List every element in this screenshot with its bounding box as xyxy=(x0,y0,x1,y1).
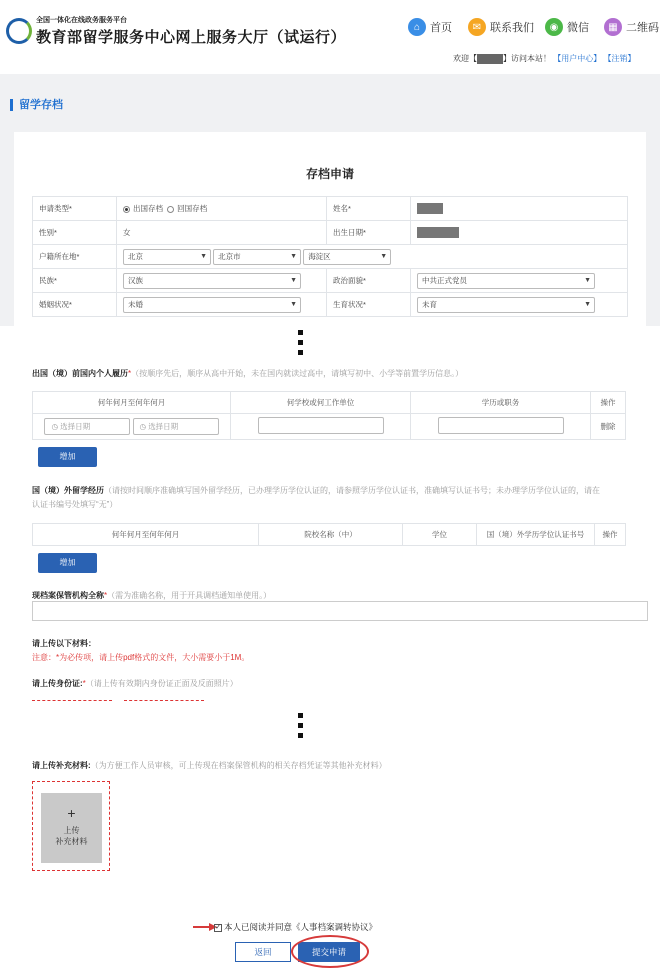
plus-icon: + xyxy=(67,805,76,821)
id-upload-heading: 请上传身份证:*（请上传有效期内身份证正面及反面照片） xyxy=(32,679,238,688)
nav-contact-label: 联系我们 xyxy=(490,22,534,34)
form-card xyxy=(14,132,646,326)
site-logo-icon xyxy=(6,18,32,44)
politics-select[interactable]: 中共正式党员 ▼ xyxy=(417,273,595,289)
abroad-col-action: 操作 xyxy=(595,524,626,546)
archive-org-heading: 现档案保管机构全称*（需为准确名称，用于开具调档通知单使用。） xyxy=(32,591,272,600)
abroad-col-cert: 国（境）外学历学位认证书号 xyxy=(477,524,595,546)
nav-home[interactable] xyxy=(408,18,452,36)
archive-org-input[interactable] xyxy=(32,601,648,621)
radio-return[interactable] xyxy=(167,206,174,213)
site-title: 教育部留学服务中心网上服务大厅（试运行） xyxy=(36,29,347,46)
back-button[interactable]: 返回 xyxy=(235,942,291,962)
agreement-row xyxy=(214,921,377,933)
name-label: 姓名* xyxy=(327,197,411,221)
nav-wechat[interactable] xyxy=(545,18,589,36)
resume-col-degree: 学历或职务 xyxy=(411,392,591,414)
section-title: 留学存档 xyxy=(10,99,63,111)
chevron-down-icon: ▼ xyxy=(584,300,591,308)
nav-home-label: 首页 xyxy=(430,22,452,34)
abroad-heading: 国（境）外留学经历（请按时间顺序准确填写国外留学经历，已办理学历学位认证的，请参照学历学位认证书，准确填写认证书号；未办理学历学位认证的，请在 认证书编号处填写“无”） xyxy=(32,486,600,509)
nation-select[interactable]: 汉族 ▼ xyxy=(123,273,301,289)
resume-col-action: 操作 xyxy=(591,392,626,414)
end-date-input[interactable]: ◷ 选择日期 xyxy=(133,418,219,435)
nation-label: 民族* xyxy=(33,269,117,293)
start-date-input[interactable]: ◷ 选择日期 xyxy=(44,418,130,435)
extra-upload-button[interactable] xyxy=(41,793,102,863)
basic-info-table xyxy=(32,196,628,317)
politics-label: 政治面貌* xyxy=(327,269,411,293)
upload-label-line2: 补充材料 xyxy=(55,837,88,846)
home-icon: ⌂ xyxy=(408,18,426,36)
platform-label: 全国一体化在线政务服务平台 xyxy=(36,17,127,24)
chevron-down-icon: ▼ xyxy=(584,276,591,284)
upload-label-line1: 上传 xyxy=(63,826,80,835)
nav-wechat-label: 微信 xyxy=(567,22,589,34)
agreement-checkbox[interactable]: ✓ xyxy=(215,923,221,931)
school-input[interactable] xyxy=(258,417,384,434)
resume-delete-button[interactable]: 删除 xyxy=(591,414,626,440)
ellipsis-separator xyxy=(298,330,304,360)
gender-label: 性别* xyxy=(33,221,117,245)
nation-cell xyxy=(117,269,327,293)
agreement-text: 本人已阅读并同意《人事档案调转协议》 xyxy=(224,922,378,932)
marriage-cell xyxy=(117,293,327,317)
mail-icon: ✉ xyxy=(468,18,486,36)
resume-add-button[interactable]: 增加 xyxy=(38,447,97,467)
id-upload-box-back[interactable] xyxy=(124,700,204,704)
marriage-select[interactable]: 未婚 ▼ xyxy=(123,297,301,313)
chevron-down-icon: ▼ xyxy=(290,252,298,260)
username-redacted xyxy=(477,54,503,64)
id-upload-box-front[interactable] xyxy=(32,700,112,704)
chevron-down-icon: ▼ xyxy=(290,276,297,284)
birth-status-label: 生育状况* xyxy=(327,293,411,317)
politics-cell xyxy=(411,269,628,293)
ellipsis-separator xyxy=(298,713,304,743)
resume-col-period: 何年何月至何年何月 xyxy=(33,392,231,414)
marriage-label: 婚姻状况* xyxy=(33,293,117,317)
apply-type-label: 申请类型* xyxy=(33,197,117,221)
nav-contact[interactable] xyxy=(468,18,534,36)
abroad-col-degree: 学位 xyxy=(403,524,477,546)
qrcode-icon: ▦ xyxy=(604,18,622,36)
materials-note: 注意：*为必传项，请上传pdf格式的文件，大小需要小于1M。 xyxy=(32,653,250,662)
extra-upload-box[interactable] xyxy=(32,781,110,871)
highlight-circle xyxy=(291,935,369,968)
chevron-down-icon: ▼ xyxy=(200,252,207,260)
apply-type-cell: 出国存档 回国存档 xyxy=(117,197,327,221)
birth-label: 出生日期* xyxy=(327,221,411,245)
extra-upload-heading: 请上传补充材料:（为方便工作人员审核，可上传现在档案保管机构的相关存档凭证等其他补充材料） xyxy=(32,761,387,770)
birth-status-cell xyxy=(411,293,628,317)
user-center-link[interactable]: 【用户中心】 xyxy=(553,54,602,63)
abroad-col-school: 院校名称（中） xyxy=(259,524,403,546)
resume-col-school: 何学校或何工作单位 xyxy=(231,392,411,414)
nav-qrcode-label: 二维码 xyxy=(626,22,659,34)
province-select[interactable]: 北京 ▼ xyxy=(123,249,211,265)
degree-input[interactable] xyxy=(438,417,564,434)
logout-link[interactable]: 【注销】 xyxy=(603,54,636,63)
name-redacted xyxy=(417,203,443,214)
district-select[interactable]: 海淀区 ▼ xyxy=(303,249,391,265)
chevron-down-icon: ▼ xyxy=(380,252,388,260)
site-header xyxy=(0,0,660,74)
huji-label: 户籍所在地* xyxy=(33,245,117,269)
resume-row-school xyxy=(231,414,411,440)
abroad-table xyxy=(32,523,626,546)
resume-row-period xyxy=(33,414,231,440)
gender-value: 女 xyxy=(117,221,327,245)
resume-row-degree xyxy=(411,414,591,440)
welcome-bar: 欢迎【 】访问本站！ 【用户中心】 【注销】 xyxy=(453,54,636,63)
abroad-add-button[interactable]: 增加 xyxy=(38,553,97,573)
nav-qrcode[interactable] xyxy=(604,18,659,36)
birth-value xyxy=(411,221,628,245)
resume-table xyxy=(32,391,626,440)
city-select[interactable]: 北京市 ▼ xyxy=(213,249,301,265)
radio-outbound[interactable] xyxy=(123,206,130,213)
submit-button[interactable]: 提交申请 xyxy=(298,942,360,962)
materials-title: 请上传以下材料： xyxy=(32,639,96,648)
form-title: 存档申请 xyxy=(305,167,354,181)
chevron-down-icon: ▼ xyxy=(290,300,297,308)
huji-selects xyxy=(117,245,628,269)
wechat-icon: ◉ xyxy=(545,18,563,36)
name-value xyxy=(411,197,628,221)
resume-heading: 出国（境）前国内个人履历*（按顺序先后，顺序从高中开始，未在国内就读过高中，请填写初中、小学等前置学历信息。） xyxy=(32,369,464,378)
birth-status-select[interactable]: 未育 ▼ xyxy=(417,297,595,313)
birth-redacted xyxy=(417,227,459,238)
abroad-col-period: 何年何月至何年何月 xyxy=(33,524,259,546)
